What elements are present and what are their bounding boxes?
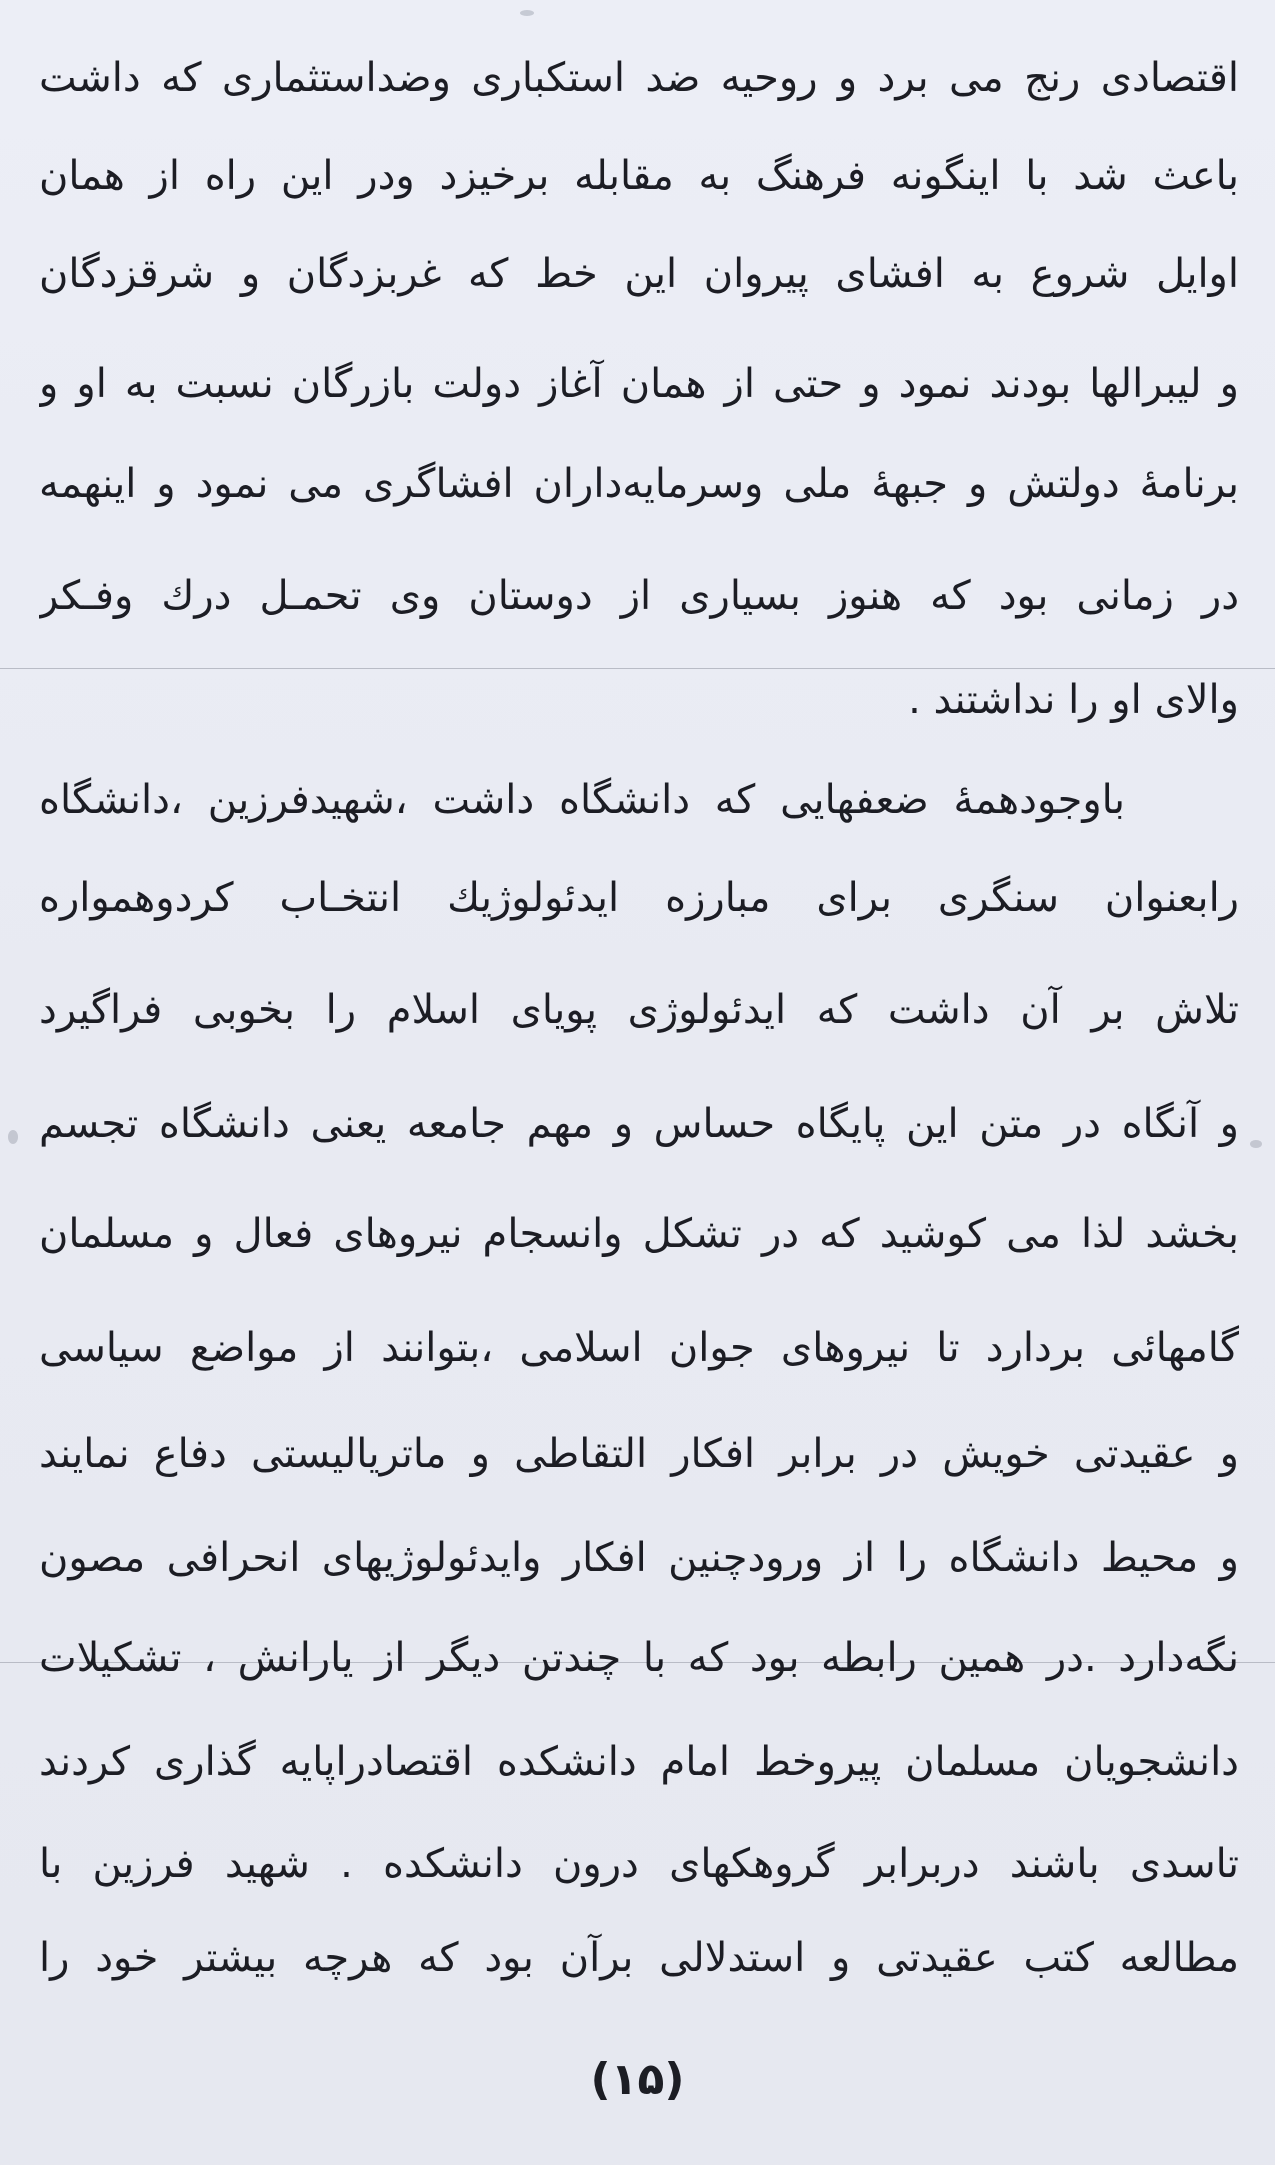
text-line: تلاش بر آن داشت که ایدئولوژی پویای اسلام را بخوبی فراگیرد [39, 987, 1239, 1033]
text-line: برنامهٔ دولتش و جبههٔ ملی وسرمایه‌داران افشاگری می نمود و اینهمه [39, 461, 1239, 507]
text-line: تاسدی باشند دربرابر گروهکهای درون دانشکده . شهید فرزین با [39, 1841, 1239, 1887]
paper-speck [8, 1130, 18, 1144]
paper-speck [1250, 1140, 1262, 1148]
text-line: اقتصادی رنج می برد و روحیه ضد استکباری وضداستثماری که داشت [39, 55, 1239, 101]
text-line: دانشجویان مسلمان پیروخط امام دانشکده اقتصادراپایه گذاری کردند [39, 1739, 1239, 1785]
text-line: گامهائی بردارد تا نیروهای جوان اسلامی ،بتوانند از مواضع سیاسی [39, 1325, 1239, 1371]
text-line: اوایل شروع به افشای پیروان این خط که غربزدگان و شرقزدگان [39, 251, 1239, 297]
text-line: و عقیدتی خویش در برابر افکار التقاطی و ماتریالیستی دفاع نمایند [39, 1431, 1239, 1477]
text-line: مطالعه کتب عقیدتی و استدلالی برآن بود که هرچه بیشتر خود را [39, 1935, 1239, 1981]
text-line: و آنگاه در متن این پایگاه حساس و مهم جامعه یعنی دانشگاه تجسم [39, 1101, 1239, 1147]
text-line: در زمانی بود که هنوز بسیاری از دوستان وی تحمـل درك وفـکر [39, 573, 1239, 619]
paper-speck [520, 10, 534, 16]
text-line: رابعنوان سنگری برای مبارزه ایدئولوژیك انتخـاب کردوهمواره [39, 875, 1239, 921]
text-line: باوجودهمهٔ ضعفهایی که دانشگاه داشت ،شهیدفرزین ،دانشگاه [39, 777, 1125, 823]
text-line: و محیط دانشگاه را از ورودچنین افکار وایدئولوژیهای انحرافی مصون [39, 1535, 1239, 1581]
text-line: باعث شد با اینگونه فرهنگ به مقابله برخیزد ودر این راه از همان [39, 153, 1239, 199]
text-line: نگه‌دارد .در همین رابطه بود که با چندتن دیگر از یارانش ، تشکیلات [39, 1635, 1239, 1681]
page-number: (۱۵) [590, 2054, 685, 2105]
text-line: والای او را نداشتند . [908, 677, 1239, 723]
text-line: و لیبرالها بودند نمود و حتی از همان آغاز دولت بازرگان نسبت به او و [39, 361, 1239, 407]
text-line: بخشد لذا می کوشید که در تشکل وانسجام نیروهای فعال و مسلمان [39, 1211, 1239, 1257]
